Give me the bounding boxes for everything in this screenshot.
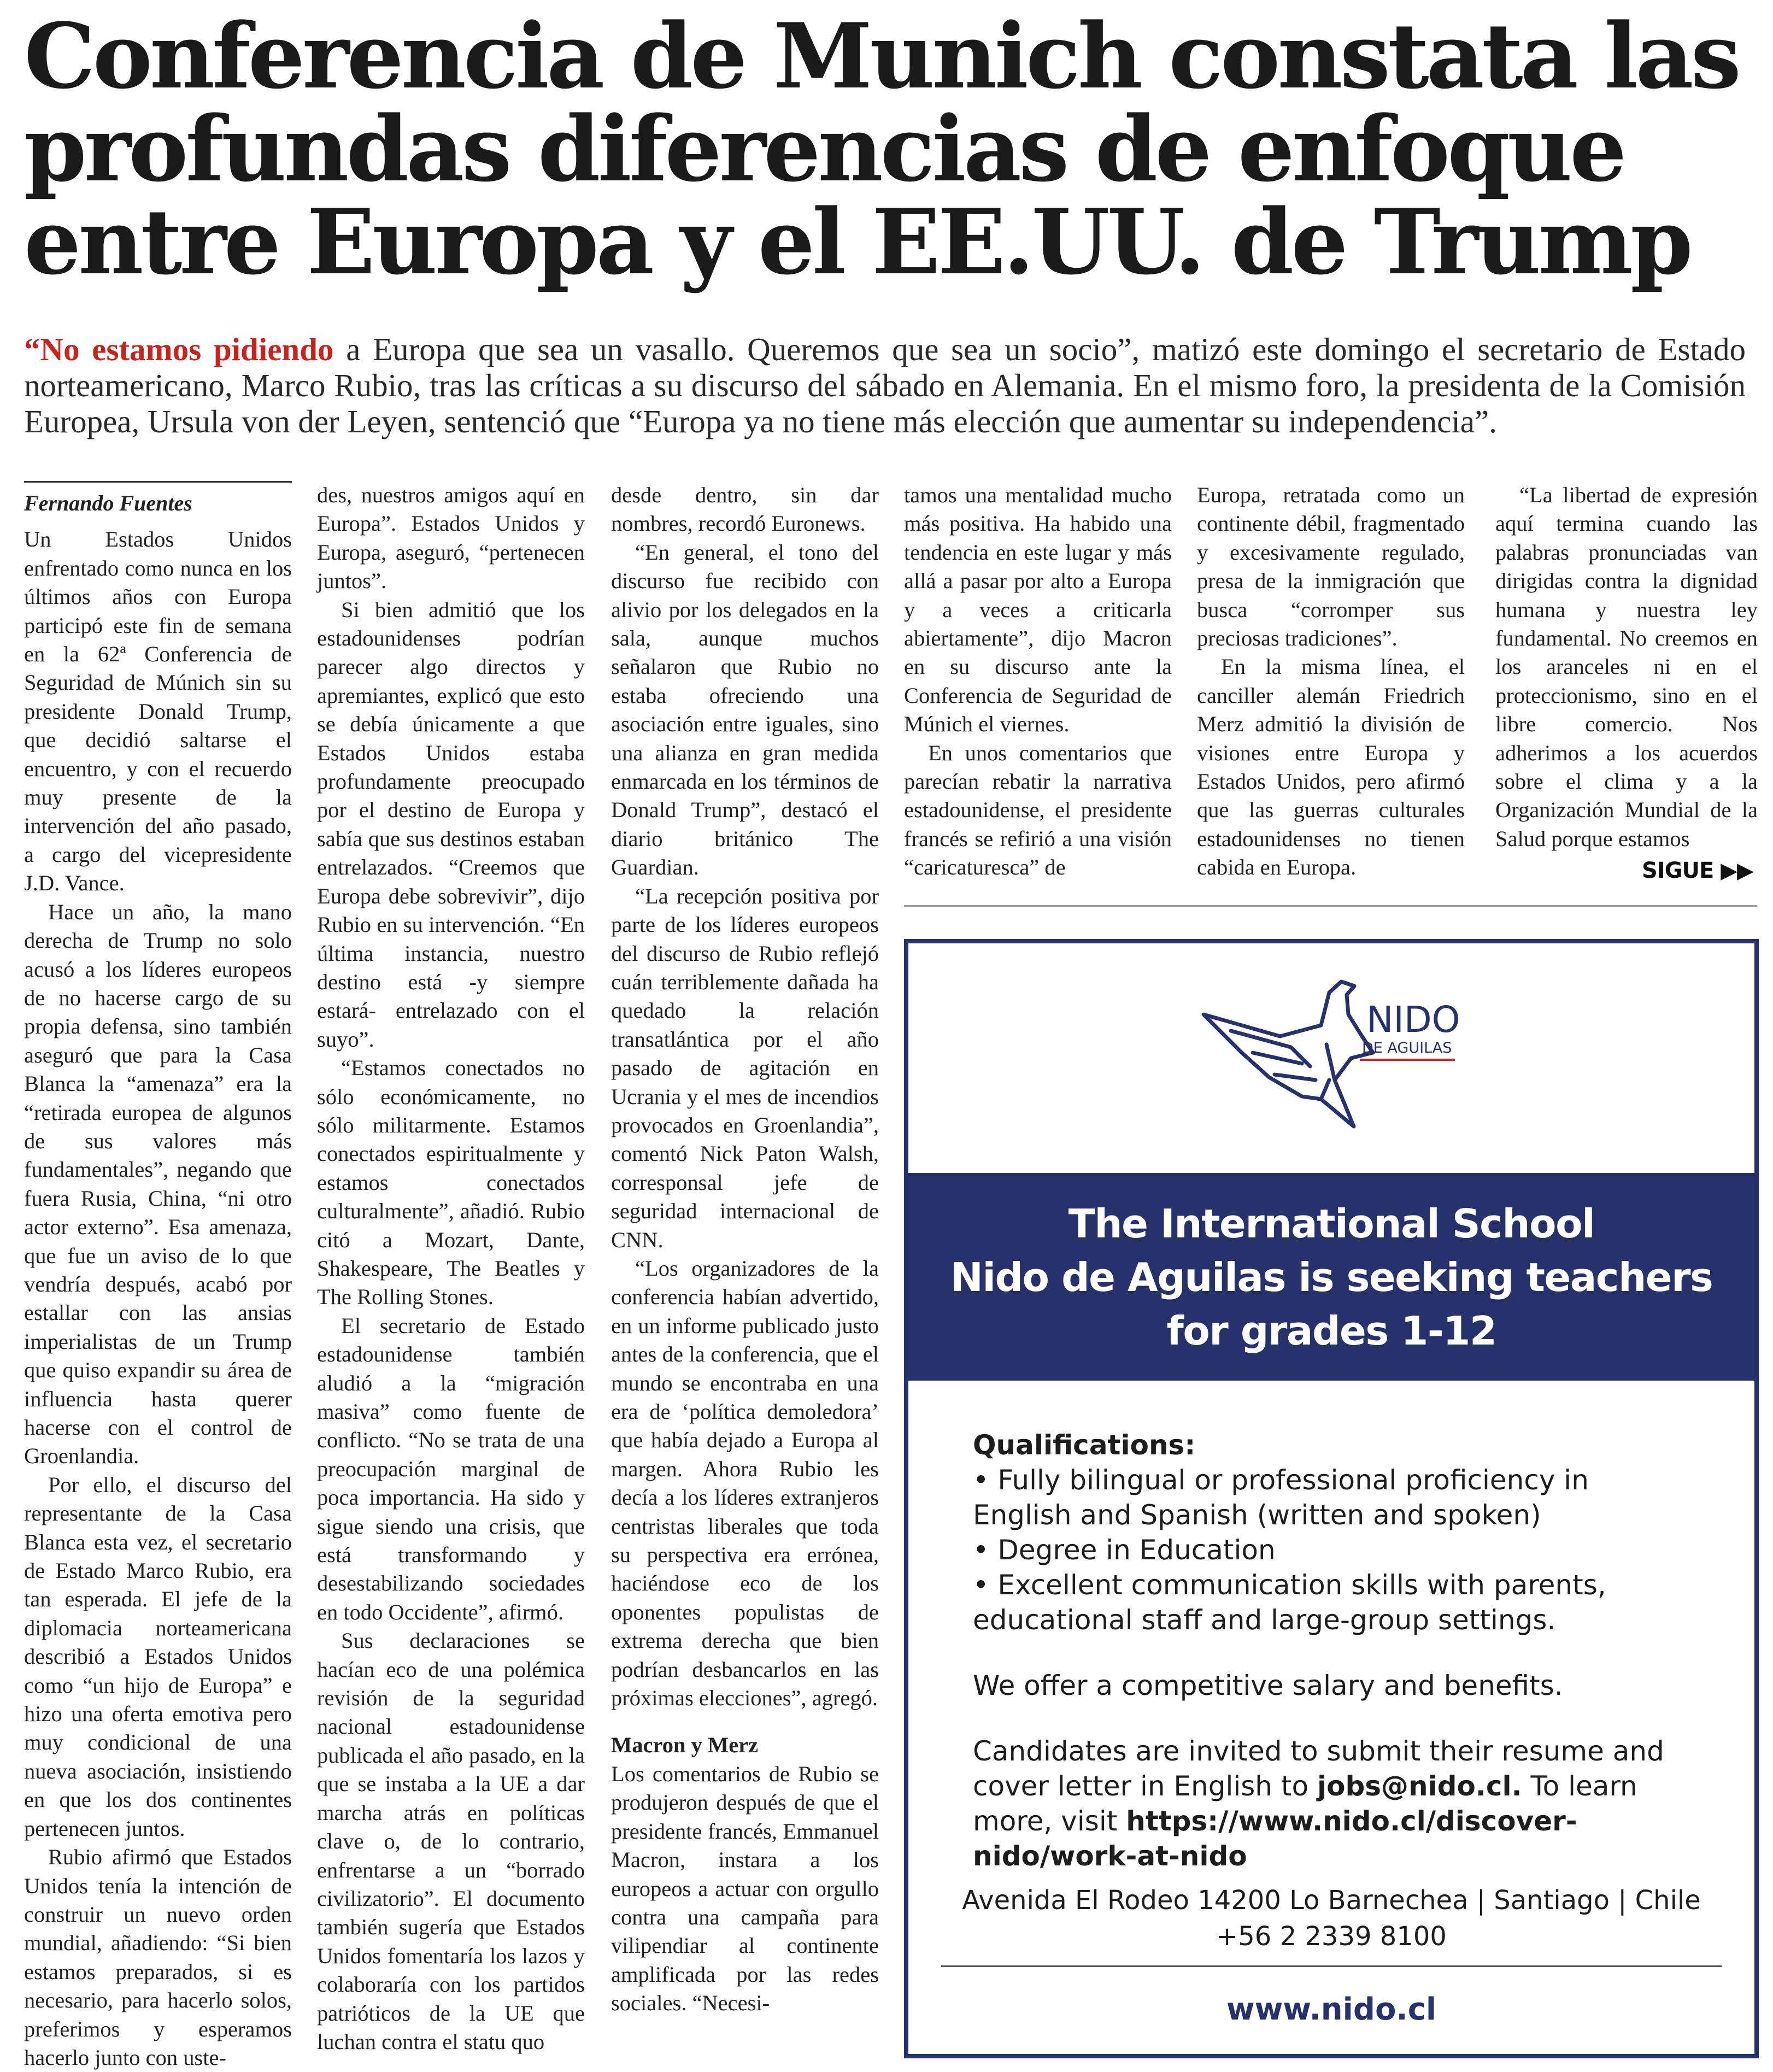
paragraph: “En general, el tono del discurso fue recibido con alivio por los delegados en la sala, aunque muchos señalaron que Rubio no estaba ofreciendo una asociación entre iguales, sino una alianza en gran medida enmarcada en los términos de Donald Trump”, destacó el diario británico The Guardian. bbox=[611, 539, 879, 880]
qualifications-list bbox=[973, 1463, 1689, 1637]
article-column-4 bbox=[904, 481, 1172, 882]
ad-headline-line: for grades 1-12 bbox=[1166, 1308, 1496, 1354]
ad-headline-line: Nido de Aguilas is seeking teachers bbox=[950, 1254, 1713, 1300]
call-to-action bbox=[973, 1734, 1689, 1874]
article-column-2 bbox=[317, 481, 585, 2056]
paragraph: Europa, retratada como un continente débil, fragmentado y excesivamente regulado, presa de la inmigración que busca “corromper sus preciosas tradiciones”. bbox=[1197, 483, 1465, 651]
eagle-logo-icon bbox=[1198, 971, 1471, 1129]
subhead: Macron y Merz bbox=[611, 1733, 759, 1758]
paragraph: des, nuestros amigos aquí en Europa”. Estados Unidos y Europa, aseguró, “pertenecen juntos”. bbox=[317, 483, 585, 594]
divider bbox=[941, 1965, 1722, 1967]
email-link[interactable]: jobs@nido.cl. bbox=[1317, 1770, 1522, 1802]
paragraph: “La recepción positiva por parte de los líderes europeos del discurso de Rubio reflejó cuán terriblemente dañada ha quedado la relación transatlántica por el año pasado de agitación en Ucrania y el mes de incendios provocados en Groenlandia”, comentó Nick Paton Walsh, corresponsal jefe de seguridad internacional de CNN. bbox=[611, 883, 879, 1252]
logo-subtext: DE AGUILAS bbox=[1362, 1040, 1452, 1056]
headline: Conferencia de Munich constata las profundas diferencias de enfoque entre Europa y el EE.UU. de Trump bbox=[24, 3, 1739, 295]
continued-marker: SIGUE ▶▶ bbox=[1642, 858, 1753, 883]
paragraph: En la misma línea, el canciller alemán Friedrich Merz admitió la división de visiones entre Europa y Estados Unidos, pero afirmó que las guerras culturales estadounidenses no tienen cabida en Europa. bbox=[1197, 654, 1465, 880]
paragraph: Un Estados Unidos enfrentado como nunca en los últimos años con Europa participó este fin de semana en la 62ª Conferencia de Seguridad de Múnich sin su presidente Donald Trump, que decidió saltarse el encuentro, y con el recuerdo muy presente de la intervención del año pasado, a cargo del vicepresidente J.D. Vance. bbox=[24, 527, 292, 896]
byline: Fernando Fuentes bbox=[24, 481, 292, 518]
paragraph: Si bien admitió que los estadounidenses podrían parecer algo directos y apremiantes, explicó que esto se debía únicamente a que Estados Unidos estaba profundamente preocupado por el destino de Europa y sabía que sus destinos estaban entrelazados. “Creemos que Europa debe sobrevivir”, dijo Rubio en su intervención. “En última instancia, nuestro destino está -y siempre estará- entrelazado con el suyo”. bbox=[317, 597, 585, 1052]
cta-text: Candidates are invited to submit their resume and cover letter in English to bbox=[973, 1735, 1664, 1802]
qualifications-title: Qualifications: bbox=[973, 1429, 1196, 1461]
offer-text: We offer a competitive salary and benefits. bbox=[973, 1670, 1563, 1701]
paragraph: El secretario de Estado estadounidense también aludió a la “migración masiva” como fuente de conflicto. “No se trata de una preocupación marginal de poca importancia. Ha sido y sigue siendo una crisis, que está transformando y desestabilizando sociedades en todo Occidente”, afirmó. bbox=[317, 1313, 585, 1624]
paragraph: Hace un año, la mano derecha de Trump no solo acusó a los líderes europeos de no hacerse cargo de su propia defensa, sino también aseguró que para la Casa Blanca la “amenaza” era la “retirada europea de algunos de sus valores más fundamentales”, negando que fuera Rusia, China, “ni otro actor externo”. Esa amenaza, que fue un aviso de lo que vendría después, acabó por estallar con las ansias imperialistas de un Trump que quiso expandir su área de influencia hasta querer hacerse con el control de Groenlandia. bbox=[24, 899, 292, 1469]
deck-lead: “No estamos pidiendo bbox=[24, 331, 334, 367]
website-link[interactable]: www.nido.cl bbox=[1226, 1992, 1437, 2027]
paragraph: Sus declaraciones se hacían eco de una polémica revisión de la seguridad nacional estadounidense publicada el año pasado, en la que se instaba a la UE a dar marcha atrás en políticas clave o, de lo contrario, enfrentarse a un “borrado civilizatorio”. El documento también sugería que Estados Unidos fomentaría los lazos y colaboraría con los partidos patrióticos de la UE que luchan contra el statu quo bbox=[317, 1628, 585, 2054]
phone: +56 2 2339 8100 bbox=[1216, 1921, 1447, 1952]
divider bbox=[904, 905, 1757, 907]
list-item: • Fully bilingual or professional proficiency in English and Spanish (written and spoken) bbox=[973, 1463, 1689, 1533]
paragraph: Rubio afirmó que Estados Unidos tenía la intención de construir un nuevo orden mundial, añadiendo: “Si bien estamos preparados, si es necesario, para hacerlo solos, preferimos y esperamos hacerlo junto con uste- bbox=[24, 1845, 292, 2070]
contact-block bbox=[908, 1882, 1754, 1954]
cta-text: To learn more, visit bbox=[973, 1770, 1637, 1837]
article-column-3 bbox=[611, 481, 879, 2018]
paragraph: “La libertad de expresión aquí termina cuando las palabras pronunciadas van dirigidas contra la dignidad humana y nuestra ley fundamental. No creemos en los aranceles ni en el proteccionismo, sino en el libre comercio. Nos adherimos a los acuerdos sobre el clima y a la Organización Mundial de la Salud porque estamos bbox=[1495, 483, 1758, 851]
logo-text: NIDO bbox=[1366, 999, 1460, 1041]
paragraph: “Estamos conectados no sólo económicamente, no sólo militarmente. Estamos conectados espiritualmente y estamos conectados culturalmente”, añadió. Rubio citó a Mozart, Dante, Shakespeare, The Beatles y The Rolling Stones. bbox=[317, 1055, 585, 1310]
paragraph: tamos una mentalidad mucho más positiva. Ha habido una tendencia en este lugar y más allá a pasar por alto a Europa y a veces a criticarla abiertamente”, dijo Macron en su discurso ante la Conferencia de Seguridad de Múnich el viernes. bbox=[904, 483, 1172, 737]
careers-link[interactable]: https://www.nido.cl/discover-nido/work-at-nido bbox=[973, 1805, 1577, 1872]
school-advertisement bbox=[904, 939, 1759, 2058]
paragraph: En unos comentarios que parecían rebatir la narrativa estadounidense, el presidente francés se refirió a una visión “caricaturesca” de bbox=[904, 740, 1172, 880]
ad-headline-line: The International School bbox=[1068, 1201, 1595, 1247]
ad-body bbox=[973, 1381, 1689, 1874]
article-column-6 bbox=[1495, 481, 1758, 853]
article-column-1 bbox=[24, 481, 292, 2072]
deck-text: a Europa que sea un vasallo. Queremos que sea un socio”, matizó este domingo el secretario de Estado norteamericano, Marco Rubio, tras las críticas a su discurso del sábado en Alemania. En el mismo foro, la presidenta de la Comisión Europea, Ursula von der Leyen, sentenció que “Europa ya no tiene más elección que aumentar su independencia”. bbox=[24, 331, 1746, 439]
address: Avenida El Rodeo 14200 Lo Barnechea | Santiago | Chile bbox=[962, 1885, 1701, 1916]
paragraph: Por ello, el discurso del representante de la Casa Blanca esta vez, el secretario de Estado Marco Rubio, era tan esperada. El jefe de la diplomacia norteamericana describió a Estados Unidos como “un hijo de Europa” e hizo una oferta emotiva pero muy condicional de una nueva asociación, insistiendo en que los dos continentes pertenecen juntos. bbox=[24, 1472, 292, 1841]
list-item: • Excellent communication skills with parents, educational staff and large-group settings. bbox=[973, 1568, 1689, 1637]
paragraph: desde dentro, sin dar nombres, recordó Euronews. bbox=[611, 483, 879, 536]
list-item: • Degree in Education bbox=[973, 1533, 1689, 1568]
ad-headline bbox=[908, 1173, 1754, 1381]
paragraph: Los comentarios de Rubio se produjeron después de que el presidente francés, Emmanuel Macron, instara a los europeos a actuar con orgullo contra una campaña para vilipendiar al continente amplificada por las redes sociales. “Necesi- bbox=[611, 1761, 879, 2016]
deck-summary bbox=[24, 331, 1746, 439]
article-column-5 bbox=[1197, 481, 1465, 882]
paragraph: “Los organizadores de la conferencia habían advertido, en un informe publicado justo antes de la conferencia, que el mundo se encontraba en una era de ‘política demoledora’ que había dejado a Europa al margen. Ahora Rubio les decía a los líderes extranjeros centristas liberales que toda su perspectiva era errónea, haciéndose eco de los oponentes populistas de extrema derecha que bien podrían desbancarlos en las próximas elecciones”, agregó. bbox=[611, 1255, 879, 1711]
